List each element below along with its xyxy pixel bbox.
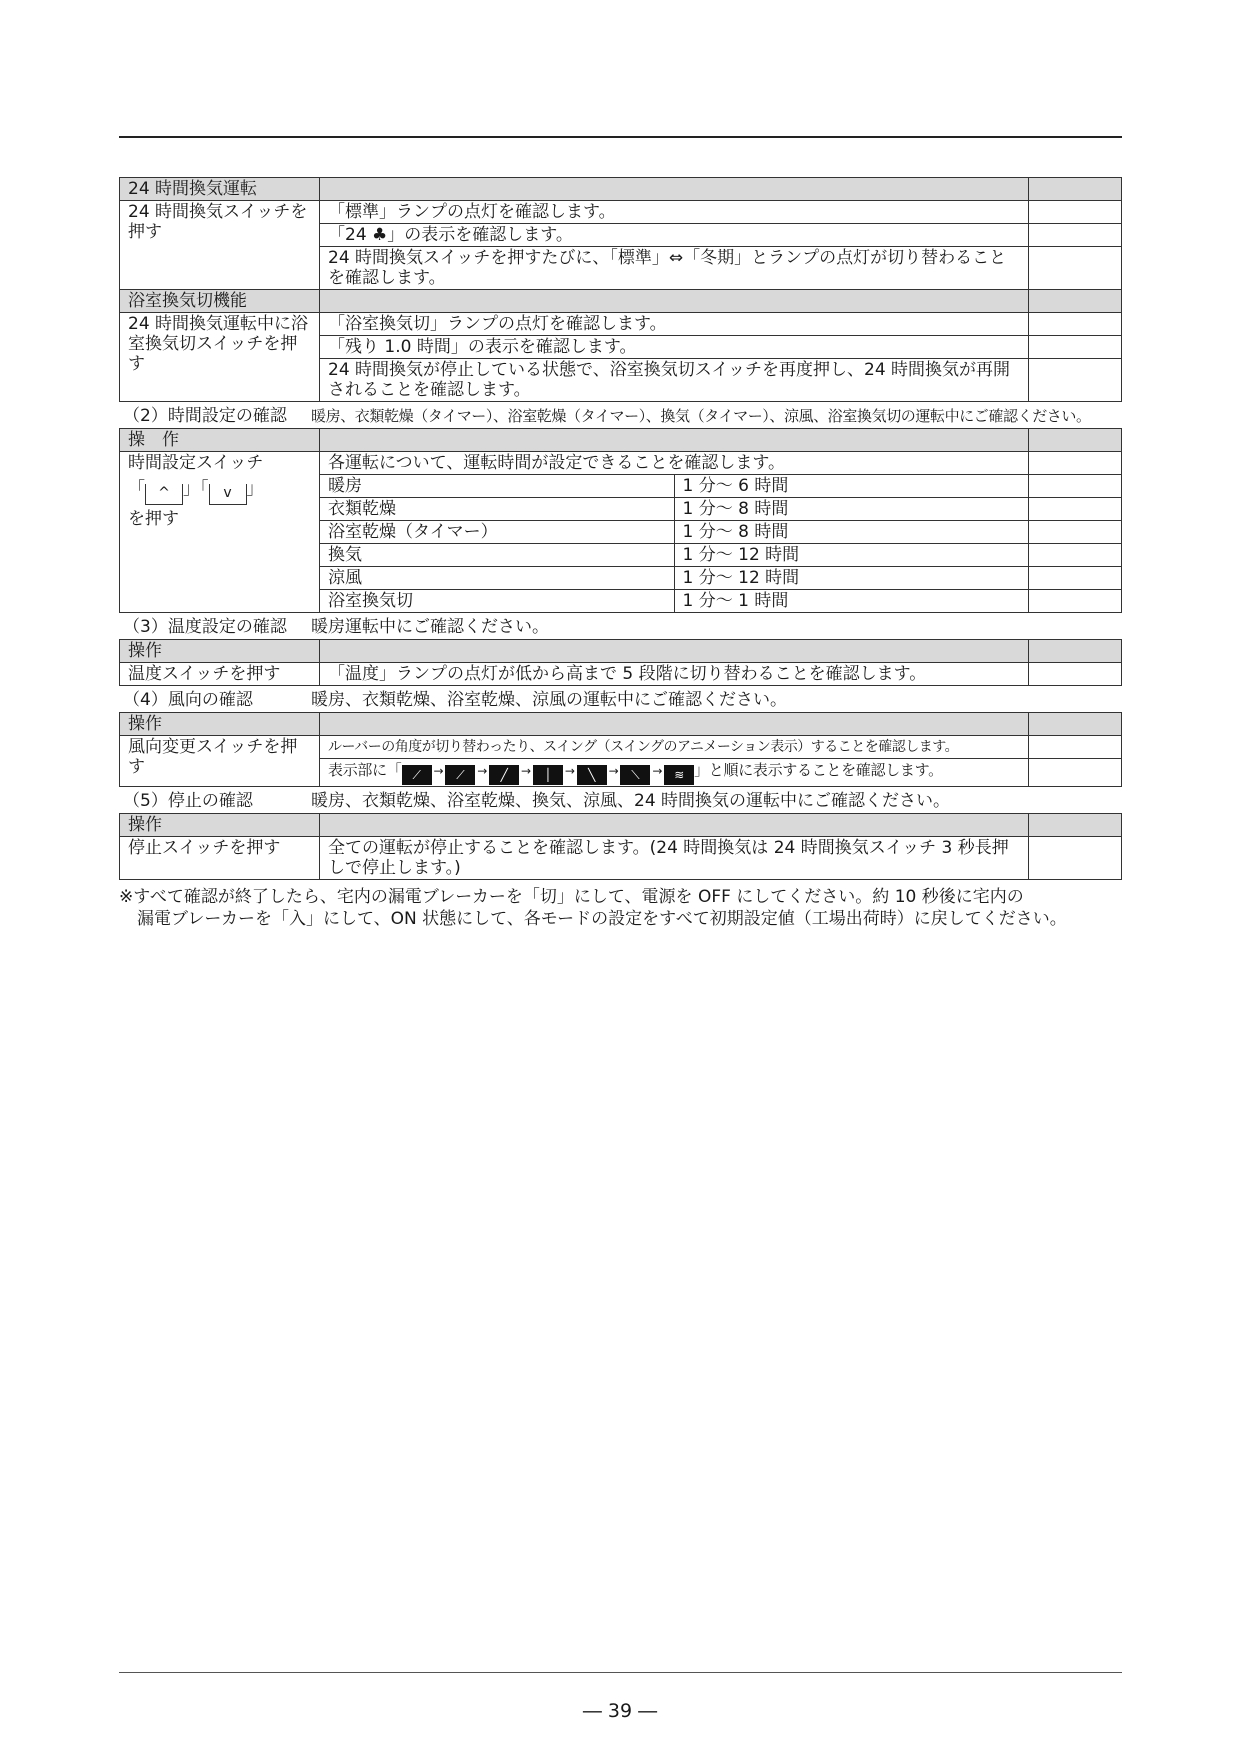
table-header-row	[120, 429, 1122, 452]
checkbox-cell	[1029, 663, 1122, 686]
header-bath-vent-off: 浴室換気切機能	[120, 290, 320, 313]
table-row	[120, 837, 1122, 880]
section-number: （2）時間設定の確認	[123, 406, 287, 426]
checkbox-cell	[1029, 736, 1122, 759]
table-row	[120, 452, 1122, 475]
table-row	[120, 313, 1122, 336]
louver-angle-5-icon: ╲	[577, 765, 607, 785]
operation-label: を押す	[128, 509, 179, 529]
check-text: 「温度」ランプの点灯が低から高まで 5 段階に切り替わることを確認します。	[320, 663, 1029, 686]
checkbox-cell	[1029, 544, 1122, 567]
check-text: 「標準」ランプの点灯を確認します。	[320, 201, 1029, 224]
checkbox-cell	[1029, 590, 1122, 613]
section-number: （5）停止の確認	[123, 791, 253, 811]
check-text-display: 表示部に「 ⟋ → ⟋ → ╱ → │ → ╲ → ⟍ → ≋ 」と順に表示することを確認します。	[320, 759, 1029, 787]
checkbox-cell	[1029, 452, 1122, 475]
operation-cell: 時間設定スイッチ 「 ^ 」「 v 」 を押す	[120, 452, 320, 613]
check-text: 24 時間換気スイッチを押すたびに、「標準」⇔「冬期」とランプの点灯が切り替わることを確認します。	[320, 247, 1029, 290]
table-header-row	[120, 640, 1122, 663]
time-range: 1 分～ 12 時間	[674, 544, 1029, 567]
check-text: 「残り 1.0 時間」の表示を確認します。	[320, 336, 1029, 359]
section-note: 暖房、衣類乾燥、浴室乾燥、涼風の運転中にご確認ください。	[311, 690, 787, 710]
table-header-row	[120, 814, 1122, 837]
manual-content	[119, 177, 1122, 930]
table-24h-ventilation	[119, 177, 1122, 402]
section-note: 暖房、衣類乾燥（タイマー）、浴室乾燥（タイマー）、換気（タイマー）、涼風、浴室換気切の運転中にご確認ください。	[311, 407, 1091, 425]
section-heading-wind-direction	[119, 686, 1122, 712]
header-operation: 操作	[120, 814, 320, 837]
table-wind-direction	[119, 712, 1122, 787]
header-operation: 操作	[120, 640, 320, 663]
check-text: 全ての運転が停止することを確認します。(24 時間換気は 24 時間換気スイッチ 3 秒長押しで停止します。)	[320, 837, 1029, 880]
section-note: 暖房運転中にご確認ください。	[311, 617, 549, 637]
checkbox-cell	[1029, 247, 1122, 290]
footnote	[119, 886, 1122, 930]
time-range: 1 分～ 12 時間	[674, 567, 1029, 590]
section-number: （4）風向の確認	[123, 690, 253, 710]
table-temperature	[119, 639, 1122, 686]
mode-name: 衣類乾燥	[320, 498, 675, 521]
checkbox-cell	[1029, 224, 1122, 247]
louver-angle-3-icon: ╱	[489, 765, 519, 785]
mode-name: 暖房	[320, 475, 675, 498]
check-text: 24 時間換気が停止している状態で、浴室換気切スイッチを再度押し、24 時間換気が再開されることを確認します。	[320, 359, 1029, 402]
footnote-line: ※すべて確認が終了したら、宅内の漏電ブレーカーを「切」にして、電源を OFF にしてください。約 10 秒後に宅内の	[119, 887, 1024, 907]
checkbox-cell	[1029, 498, 1122, 521]
display-text-suffix: 」と順に表示することを確認します。	[694, 761, 943, 779]
header-24h-ventilation: 24 時間換気運転	[120, 178, 320, 201]
table-header-row	[120, 178, 1122, 201]
time-range: 1 分～ 6 時間	[674, 475, 1029, 498]
operation-cell: 温度スイッチを押す	[120, 663, 320, 686]
operation-cell: 24 時間換気スイッチを押す	[120, 201, 320, 290]
operation-cell: 風向変更スイッチを押す	[120, 736, 320, 787]
louver-swing-icon: ≋	[664, 765, 694, 785]
operation-cell: 停止スイッチを押す	[120, 837, 320, 880]
checkbox-cell	[1029, 759, 1122, 787]
checkbox-cell	[1029, 336, 1122, 359]
header-operation: 操作	[120, 713, 320, 736]
table-time-setting	[119, 428, 1122, 613]
display-text-prefix: 表示部に「	[328, 761, 402, 779]
checkbox-cell	[1029, 359, 1122, 402]
up-key-icon: ^	[145, 484, 183, 505]
check-text: ルーバーの角度が切り替わったり、スイング（スイングのアニメーション表示）することを確認します。	[320, 736, 1029, 759]
table-header-row	[120, 290, 1122, 313]
time-range: 1 分～ 8 時間	[674, 521, 1029, 544]
down-key-icon: v	[209, 484, 247, 505]
operation-label: 時間設定スイッチ	[128, 453, 264, 473]
section-heading-stop	[119, 787, 1122, 813]
mode-name: 涼風	[320, 567, 675, 590]
checkbox-cell	[1029, 313, 1122, 336]
check-text: 「24 ♣」の表示を確認します。	[320, 224, 1029, 247]
table-row	[120, 201, 1122, 224]
check-text: 各運転について、運転時間が設定できることを確認します。	[320, 452, 1029, 475]
footer-rule	[119, 1672, 1122, 1673]
header-operation: 操 作	[120, 429, 320, 452]
checkbox-cell	[1029, 475, 1122, 498]
page-number: ― 39 ―	[582, 1700, 658, 1722]
louver-angle-6-icon: ⟍	[620, 765, 650, 785]
louver-angle-1-icon: ⟋	[402, 765, 432, 785]
checkbox-cell	[1029, 521, 1122, 544]
time-range: 1 分～ 8 時間	[674, 498, 1029, 521]
section-heading-temperature	[119, 613, 1122, 639]
mode-name: 換気	[320, 544, 675, 567]
checkbox-cell	[1029, 567, 1122, 590]
mode-name: 浴室換気切	[320, 590, 675, 613]
section-number: （3）温度設定の確認	[123, 617, 287, 637]
table-row	[120, 663, 1122, 686]
section-heading-time-setting	[119, 402, 1122, 428]
header-rule	[119, 136, 1122, 138]
louver-angle-4-icon: │	[533, 765, 563, 785]
footnote-line: 漏電ブレーカーを「入」にして、ON 状態にして、各モードの設定をすべて初期設定値（工場出荷時）に戻してください。	[137, 909, 1067, 929]
mode-name: 浴室乾燥（タイマー）	[320, 521, 675, 544]
table-header-row	[120, 713, 1122, 736]
check-text: 「浴室換気切」ランプの点灯を確認します。	[320, 313, 1029, 336]
time-range: 1 分～ 1 時間	[674, 590, 1029, 613]
table-row	[120, 736, 1122, 759]
table-stop	[119, 813, 1122, 880]
louver-angle-2-icon: ⟋	[445, 765, 475, 785]
checkbox-cell	[1029, 201, 1122, 224]
section-note: 暖房、衣類乾燥、浴室乾燥、換気、涼風、24 時間換気の運転中にご確認ください。	[311, 791, 951, 811]
operation-cell: 24 時間換気運転中に浴室換気切スイッチを押す	[120, 313, 320, 402]
checkbox-cell	[1029, 837, 1122, 880]
